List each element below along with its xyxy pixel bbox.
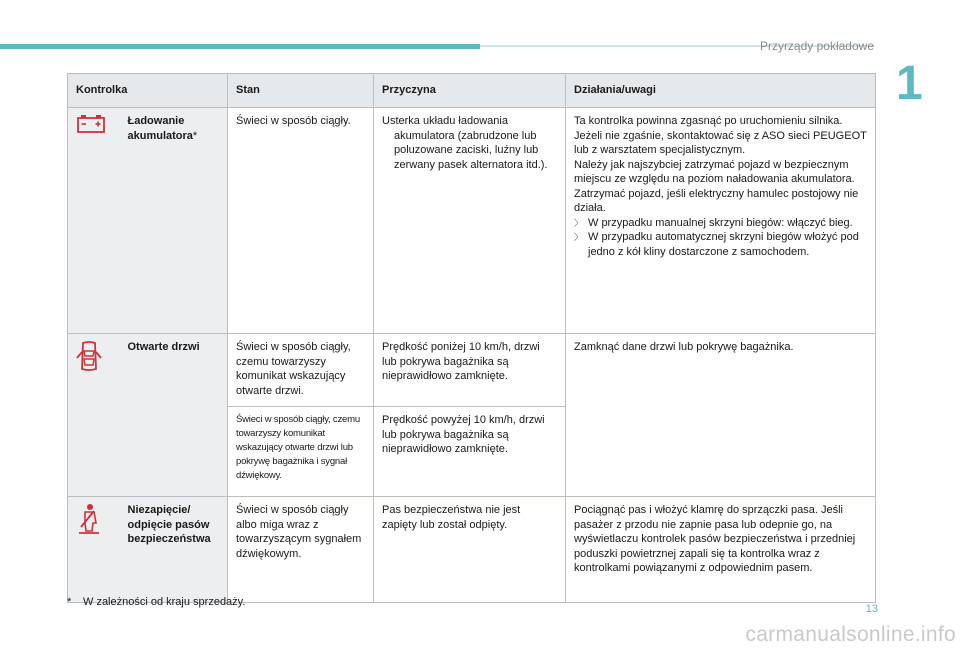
battery-name: Ładowanie akumulatora* <box>120 108 228 334</box>
header-accent-bar <box>0 44 480 49</box>
table-header-row <box>68 74 876 108</box>
list-item: 〉 W przypadku automatycznej skrzyni biegów włożyć pod jedno z kół kliny dostarczone z samochodem. <box>574 231 859 258</box>
col-header-cause: Przyczyna <box>374 74 566 108</box>
seatbelt-action: Pociągnąć pas i włożyć klamrę do sprzączki pasa. Jeśli pasażer z przodu nie zapnie pasa lub odepnie go, na wyświetlaczu kontrolek pasów bezpieczeństwa i przedniej poduszki powietrznej zapali się ta kontrolka wraz z kontrolkami powiązanymi z odpowiednim pasem. <box>566 497 876 603</box>
door-icon-cell <box>68 334 120 497</box>
bullet-arrow-icon: 〉 <box>574 232 584 242</box>
col-header-indicator: Kontrolka <box>68 74 228 108</box>
footnote: * W zależności od kraju sprzedaży. <box>67 596 246 608</box>
list-item: 〉 W przypadku manualnej skrzyni biegów: włączyć bieg. <box>574 216 853 229</box>
battery-cause: Usterka układu ładowania akumulatora (zabrudzone lub poluzowane zaciski, luźny lub zerwany pasek alternatora itd.). <box>374 108 566 334</box>
door-state-1: Świeci w sposób ciągły, czemu towarzyszy komunikat wskazujący otwarte drzwi. <box>228 334 374 407</box>
battery-icon-cell <box>68 108 120 334</box>
open-door-icon <box>76 340 102 374</box>
battery-actions: Ta kontrolka powinna zgasnąć po uruchomieniu silnika. Jeżeli nie zgaśnie, skontaktować się z ASO sieci PEUGEOT lub z warsztatem specjalistycznym. Należy jak najszybciej zatrzymać pojazd w bezpiecznym miejscu ze względu na poziom naładowania akumulatora. Zatrzymać pojazd, jeśli elektryczny hamulec postojowy nie działa. 〉 W przypadku manualnej skrzyni biegów: włączyć bieg. 〉 W przypadku automatycznej skrzyni biegów włożyć pod jedno z kół kliny dostarczone z samochodem. <box>566 108 876 334</box>
seatbelt-state: Świeci w sposób ciągły albo miga wraz z towarzyszącym sygnałem dźwiękowym. <box>228 497 374 603</box>
seatbelt-cause: Pas bezpieczeństwa nie jest zapięty lub został odpięty. <box>374 497 566 603</box>
door-cause-1: Prędkość poniżej 10 km/h, drzwi lub pokrywa bagażnika są nieprawidłowo zamknięte. <box>374 334 566 407</box>
col-header-state: Stan <box>228 74 374 108</box>
col-header-actions: Działania/uwagi <box>566 74 876 108</box>
seatbelt-warning-icon <box>76 503 102 535</box>
door-action: Zamknąć dane drzwi lub pokrywę bagażnika. <box>566 334 876 497</box>
watermark: carmanualsonline.info <box>745 623 956 646</box>
chapter-number: 1 <box>896 57 923 110</box>
table-row-battery <box>68 108 876 334</box>
seatbelt-icon-cell <box>68 497 120 603</box>
table-row-seatbelt <box>68 497 876 603</box>
battery-icon <box>76 114 106 134</box>
door-cause-2: Prędkość powyżej 10 km/h, drzwi lub pokrywa bagażnika są nieprawidłowo zamknięte. <box>374 407 566 497</box>
door-name: Otwarte drzwi <box>120 334 228 497</box>
bullet-arrow-icon: 〉 <box>574 217 584 228</box>
door-state-2: Świeci w sposób ciągły, czemu towarzyszy komunikat wskazujący otwarte drzwi lub pokrywę bagażnika i sygnał dźwiękowy. <box>228 407 374 497</box>
table-row-door-1 <box>68 334 876 407</box>
warning-lights-table <box>67 73 876 603</box>
battery-state: Świeci w sposób ciągły. <box>228 108 374 334</box>
section-title: Przyrządy pokładowe <box>759 39 874 53</box>
seatbelt-name: Niezapięcie/ odpięcie pasów bezpieczeństwa <box>120 497 228 603</box>
page-number: 13 <box>865 603 878 615</box>
